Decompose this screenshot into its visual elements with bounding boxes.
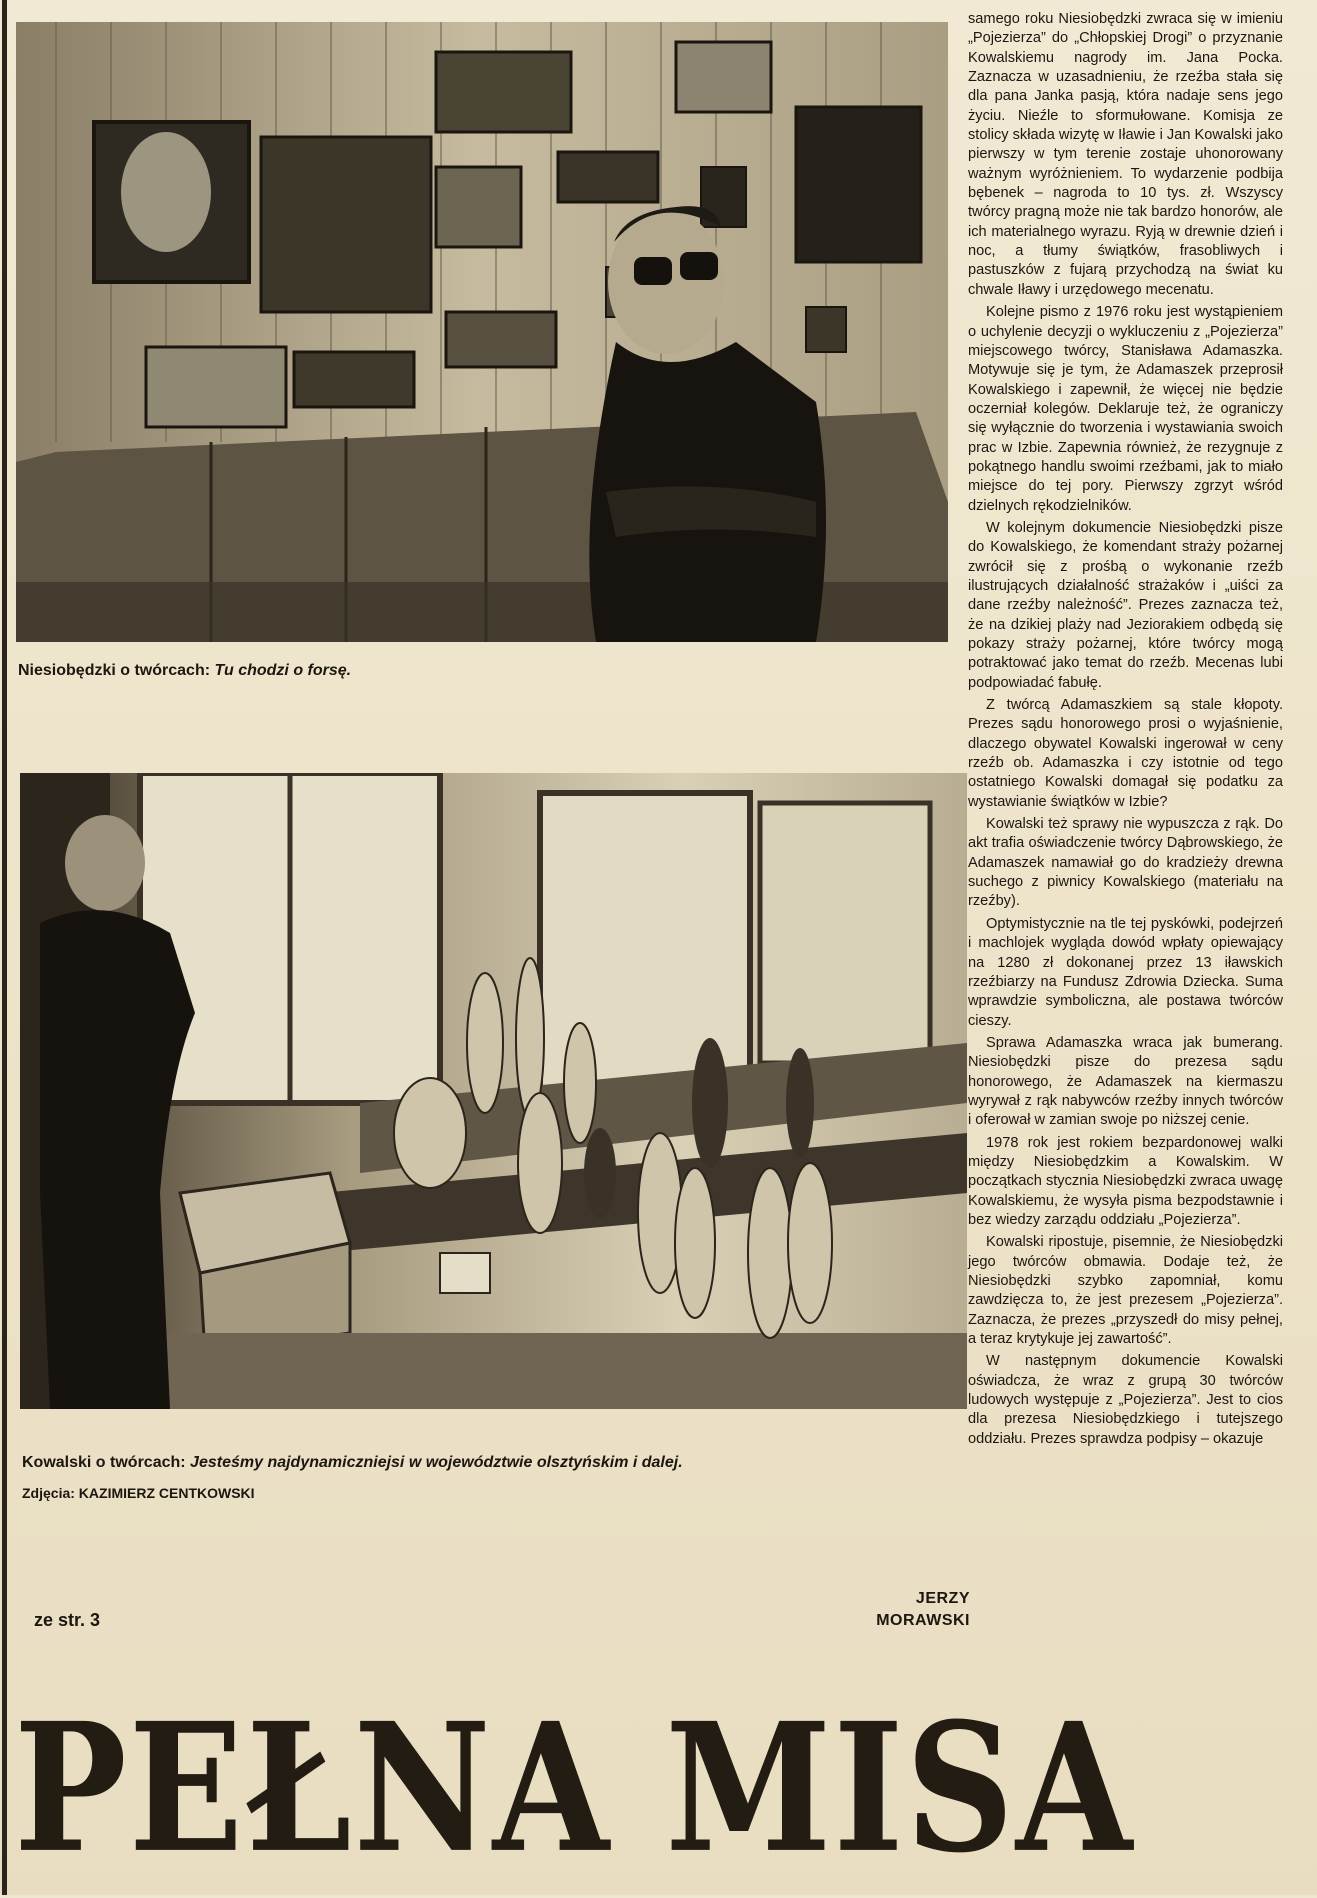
continued-from: ze str. 3 xyxy=(34,1610,101,1630)
article-text-column xyxy=(968,10,1283,1880)
photo2-caption xyxy=(22,1454,683,1472)
paragraph: W następnym dokumencie Kowalski oświadcza, że wraz z grupą 30 twórców ludowych występuje z „Pojezierza”. Jest to cios dla prezesa Niesiobędzkiego i tutejszego oddziału. Prezes sprawdza podpisy – okazuje xyxy=(968,1353,1283,1447)
photo-illustration xyxy=(20,773,967,1409)
photo-man-with-sculptures xyxy=(20,773,967,1409)
photo1-caption xyxy=(18,662,351,680)
article-headline: PEŁNA MISA xyxy=(14,1684,1135,1893)
author-last-name: MORAWSKI xyxy=(876,1612,970,1629)
caption1-lead: Niesiobędzki o twórcach: xyxy=(18,662,211,679)
paragraph: Optymistycznie na tle tej pyskówki, podejrzeń i machlojek wygląda dowód wpłaty opiewający na 1280 zł dokonanej przez 13 iławskich rzeźbiarzy na Fundusz Zdrowia Dziecka. Suma wprawdzie symboliczna, ale postawa twórców cieszy. xyxy=(968,915,1283,1029)
paragraph: samego roku Niesiobędzki zwraca się w imieniu „Pojezierza” do „Chłopskiej Drogi” o przyznanie Kowalskiemu nagrody im. Jana Pocka. Zaznacza w uzasadnieniu, że rzeźba stała się dla pana Janka pasją, która nadaje sens jego życiu. Nieźle to sformułowane. Komisja ze stolicy składa wizytę w Iławie i Jan Kowalski jako pierwszy w tym terenie zostaje uhonorowany ważnym wyróżnieniem. To wydarzenie podbija bębenek – nagroda to 10 tys. zł. Wszyscy twórcy pragną może nie tak bardzo honorów, ale ich materialnego wyrazu. Ryją w drewnie dzień i noc, a tłumy świątków, frasobliwych i pastuszków z fujarą przychodzą na świat ku chwale Iławy i urzędowego mecenatu. xyxy=(968,11,1283,298)
photo-illustration xyxy=(16,22,948,642)
page-edge-rule xyxy=(2,0,7,1895)
author-first-name: JERZY xyxy=(915,1590,970,1607)
paragraph: Kowalski też sprawy nie wypuszcza z rąk. Do akt trafia oświadczenie twórcy Dąbrowskiego, że Adamaszek namawiał go do kradzieży drewna suchego z piwnicy Kowalskiego (materiału na rzeźby). xyxy=(968,816,1283,910)
paragraph: Z twórcą Adamaszkiem są stale kłopoty. Prezes sądu honorowego prosi o wyjaśnienie, dlaczego obywatel Kowalski ingerował w ceny rzeźb ob. Adamaszka i czy istotnie od tego ostatniego Kowalski domagał się podatku za wystawianie świątków w Izbie? xyxy=(968,697,1283,810)
photo-credit: Zdjęcia: KAZIMIERZ CENTKOWSKI xyxy=(22,1485,255,1501)
paragraph: W kolejnym dokumencie Niesiobędzki pisze do Kowalskiego, że komendant straży pożarnej zwrócił się z prośbą o wykonanie rzeźb ilustrujących działalność strażaków i „uiści za dane rzeźby należność”. Prezes zaznacza też, że na dzikiej plaży nad Jeziorakiem odbędą się pokazy straży pożarnej, które twórcy mogą potraktować jako temat do rzeźb. Mecenas lubi podpowiadać fabułę. xyxy=(968,519,1283,691)
paragraph: Kolejne pismo z 1976 roku jest wystąpieniem o uchylenie decyzji o wykluczeniu z „Pojezierza” miejscowego twórcy, Stanisława Adamaszka. Motywuje się je tym, że Adamaszek przeprosił Kowalskiego i zapewnił, że więcej nie będzie oczerniał kolegów. Deklaruje też, że ograniczy się wyłącznie do tworzenia i wystawiania swoich prac w Izbie. Zapewnia również, że rezygnuje z pokątnego handlu swoimi rzeźbami, jak to miało miejsce do tej pory. Pierwszy zgrzyt wśród dzielnych rękodzielników. xyxy=(968,304,1283,514)
paragraph: Kowalski ripostuje, pisemnie, że Niesiobędzki jego twórców obmawia. Dodaje też, że Niesiobędzki szybko zapomniał, komu zawdzięcza to, że jest prezesem „Pojezierza”. Zaznacza, że prezes „przyszedł do misy pełnej, a teraz krytykuje jej zawartość”. xyxy=(968,1234,1283,1348)
paragraph: Sprawa Adamaszka wraca jak bumerang. Niesiobędzki pisze do prezesa sądu honorowego, że Adamaszek na kiermaszu wyrywał z rąk nabywców rzeźby innych twórców i oferował w zamian swoje po niższej cenie. xyxy=(968,1034,1283,1129)
caption2-lead: Kowalski o twórcach: xyxy=(22,1454,186,1471)
caption1-quote: Tu chodzi o forsę. xyxy=(214,662,352,679)
caption2-quote: Jesteśmy najdynamiczniejsi w województwie olsztyńskim i dalej. xyxy=(190,1454,683,1471)
author-byline xyxy=(820,1588,970,1632)
photo-man-in-gallery xyxy=(16,22,948,642)
paragraph: 1978 rok jest rokiem bezpardonowej walki między Niesiobędzkim a Kowalskim. W początkach stycznia Niesiobędzki zwraca uwagę Kowalskiemu, że wysyła pisma bezpodstawnie i bez wiedzy zarządu oddziału „Pojezierza”. xyxy=(968,1134,1283,1228)
